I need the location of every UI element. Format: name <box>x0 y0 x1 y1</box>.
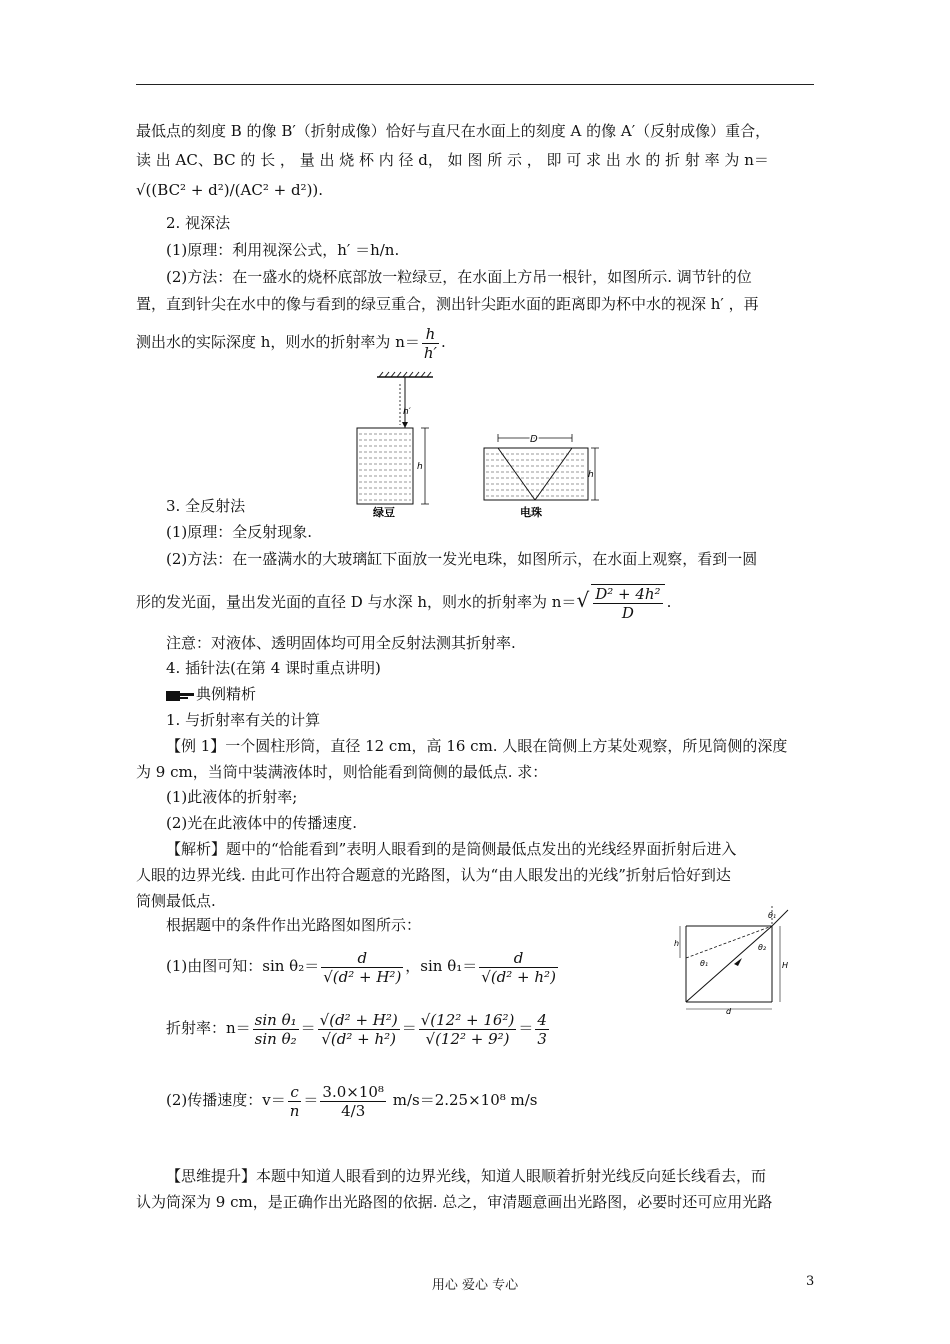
denominator: h′ <box>423 343 437 362</box>
numerator: √(12² + 16²) <box>420 1010 515 1029</box>
section-title: 4. 插针法(在第 4 课时重点讲明) <box>166 659 381 677</box>
page-number: 3 <box>806 1274 815 1289</box>
text-line: (2)方法：在一盛水的烧杯底部放一粒绿豆，在水面上方吊一根针，如图所示. 调节针的位 <box>166 268 752 286</box>
section-title: 3. 全反射法 <box>166 497 246 515</box>
text-line: (2)光在此液体中的传播速度. <box>166 814 358 832</box>
text-span: (1)由图可知：sin θ₂＝ <box>166 957 320 975</box>
formula-line: √((BC² + d²)/(AC² + d²)). <box>136 181 324 199</box>
text-line: 【解析】题中的“恰能看到”表明人眼看到的是筒侧最低点发出的光线经界面折射后进入 <box>166 840 737 858</box>
text-span: . <box>666 593 672 611</box>
numerator: D² + 4h² <box>595 585 661 603</box>
denominator: √(d² + H²) <box>323 967 402 986</box>
numerator: 4 <box>537 1010 547 1029</box>
text-line: 筒侧最低点. <box>136 892 216 910</box>
formula-line: 形的发光面，量出发光面的直径 D 与水深 h，则水的折射率为 n＝√ $\frac{\text{D² + 4h²}}{D}$ . <box>136 585 672 622</box>
text-line: (1)原理：利用视深公式，h′ ＝h/n. <box>166 241 400 259</box>
denominator: D <box>621 604 634 622</box>
section-title: 2. 视深法 <box>166 214 231 232</box>
text-line: 【思维提升】本题中知道人眼看到的边界光线，知道人眼顺着折射光线反向延长线看去，而 <box>166 1167 767 1185</box>
label-h-prime: h′ <box>403 407 411 417</box>
denominator: 4/3 <box>341 1101 366 1120</box>
numerator: c <box>288 1083 302 1102</box>
denominator: √(12² + 9²) <box>425 1029 510 1048</box>
label-d: d <box>726 1007 732 1016</box>
label-theta1: θ₁ <box>768 911 777 920</box>
text-line: (1)此液体的折射率; <box>166 788 298 806</box>
fraction <box>535 1011 549 1048</box>
numerator: d <box>321 949 403 968</box>
text-line: 读 出 AC、BC 的 长 ， 量 出 烧 杯 内 径 d， 如 图 所 示 ， 即 可 求 出 水 的 折 射 率 为 n＝ <box>136 151 769 169</box>
equation-index: 折射率：n＝ $\frac{\text{sin θ₁}}{\text{sin θ₂}}$ ＝ $\frac{\text{√(d² + H²)}}{\text{√(d² + h²)}}$ ＝ $\frac{\text{√(12² + 16²)}}{\text{√(12² + 9²)}}$ ＝ $\frac{4}{3}$ <box>166 1010 547 1048</box>
page-footer: 用心 爱心 专心 <box>431 1278 519 1293</box>
fraction <box>419 1011 517 1048</box>
text-line: 为 9 cm，当筒中装满液体时，则恰能看到筒侧的最低点. 求： <box>136 763 548 781</box>
label-D: D <box>530 434 538 445</box>
fraction <box>288 1083 302 1120</box>
example-header-label: 典例精析 <box>196 685 257 703</box>
denominator: √(d² + h²) <box>321 1029 397 1048</box>
header-rule <box>136 84 814 85</box>
text-span: 测出水的实际深度 h，则水的折射率为 n＝ <box>136 333 420 351</box>
label-h: h <box>588 470 594 480</box>
text-span: m/s＝2.25×10⁸ m/s <box>387 1091 538 1109</box>
text-line: 【例 1】一个圆柱形筒，直径 12 cm，高 16 cm. 人眼在筒侧上方某处观察，所见筒侧的深度 <box>166 737 788 755</box>
text-line: (1)原理：全反射现象. <box>166 523 313 541</box>
fraction <box>479 949 558 986</box>
label-bead: 电珠 <box>520 506 542 519</box>
text-line: 置，直到针尖在水中的像与看到的绿豆重合，测出针尖距水面的距离即为杯中水的视深 h′ ，再 <box>136 295 759 313</box>
text-span: ，sin θ₁＝ <box>405 957 478 975</box>
label-theta2: θ₂ <box>758 943 767 952</box>
formula-line <box>136 322 816 362</box>
denominator: sin θ₂ <box>254 1029 297 1048</box>
text-span: 折射率：n＝ <box>166 1019 251 1037</box>
note: 注意：对液体、透明固体均可用全反射法测其折射率. <box>166 634 516 652</box>
fraction <box>321 949 403 986</box>
text-line: 最低点的刻度 B 的像 B′（折射成像）恰好与直尺在水面上的刻度 A 的像 A′（反射成像）重合， <box>136 122 771 140</box>
denominator: n <box>289 1101 300 1120</box>
label-H: H <box>782 961 789 970</box>
numerator: √(d² + H²) <box>319 1010 398 1029</box>
label-h: h <box>417 462 423 472</box>
label-bean: 绿豆 <box>373 506 395 519</box>
numerator: sin θ₁ <box>254 1010 297 1029</box>
equation-sin <box>166 944 846 988</box>
fraction <box>422 325 439 362</box>
pointing-hand-icon <box>166 688 196 702</box>
fraction <box>253 1011 299 1048</box>
fraction <box>320 1083 386 1120</box>
denominator: √(d² + h²) <box>481 967 556 986</box>
label-theta1-low: θ₁ <box>700 959 709 968</box>
text-line: 认为筒深为 9 cm，是正确作出光路图的依据. 总之，审清题意画出光路图，必要时还可应用光路 <box>136 1193 773 1211</box>
text-line: 人眼的边界光线. 由此可作出符合题意的光路图，认为“由人眼发出的光线”折射后恰好到达 <box>136 866 731 884</box>
equation-speed: (2)传播速度：v＝ $\frac{c}{n}$ ＝ $\frac{\text{3.0×10⁸}}{4/3}$ m/s＝2.25×10⁸ m/s <box>166 1082 538 1120</box>
text-span: (2)传播速度：v＝ <box>166 1091 286 1109</box>
fraction <box>318 1011 400 1048</box>
example-header <box>166 684 846 704</box>
text-line: 根据题中的条件作出光路图如图所示： <box>166 916 422 934</box>
numerator: d <box>479 949 558 968</box>
numerator: h <box>422 325 439 344</box>
text-span: 形的发光面，量出发光面的直径 D 与水深 h，则水的折射率为 n＝ <box>136 593 577 611</box>
fraction <box>591 584 664 622</box>
label-h: h <box>674 939 680 948</box>
denominator: 3 <box>537 1029 547 1048</box>
topic-title: 1. 与折射率有关的计算 <box>166 711 321 729</box>
numerator: 3.0×10⁸ <box>322 1082 384 1101</box>
text-line: (2)方法：在一盛满水的大玻璃缸下面放一发光电珠，如图所示，在水面上观察，看到一圆 <box>166 550 758 568</box>
text-span: . <box>440 333 446 351</box>
